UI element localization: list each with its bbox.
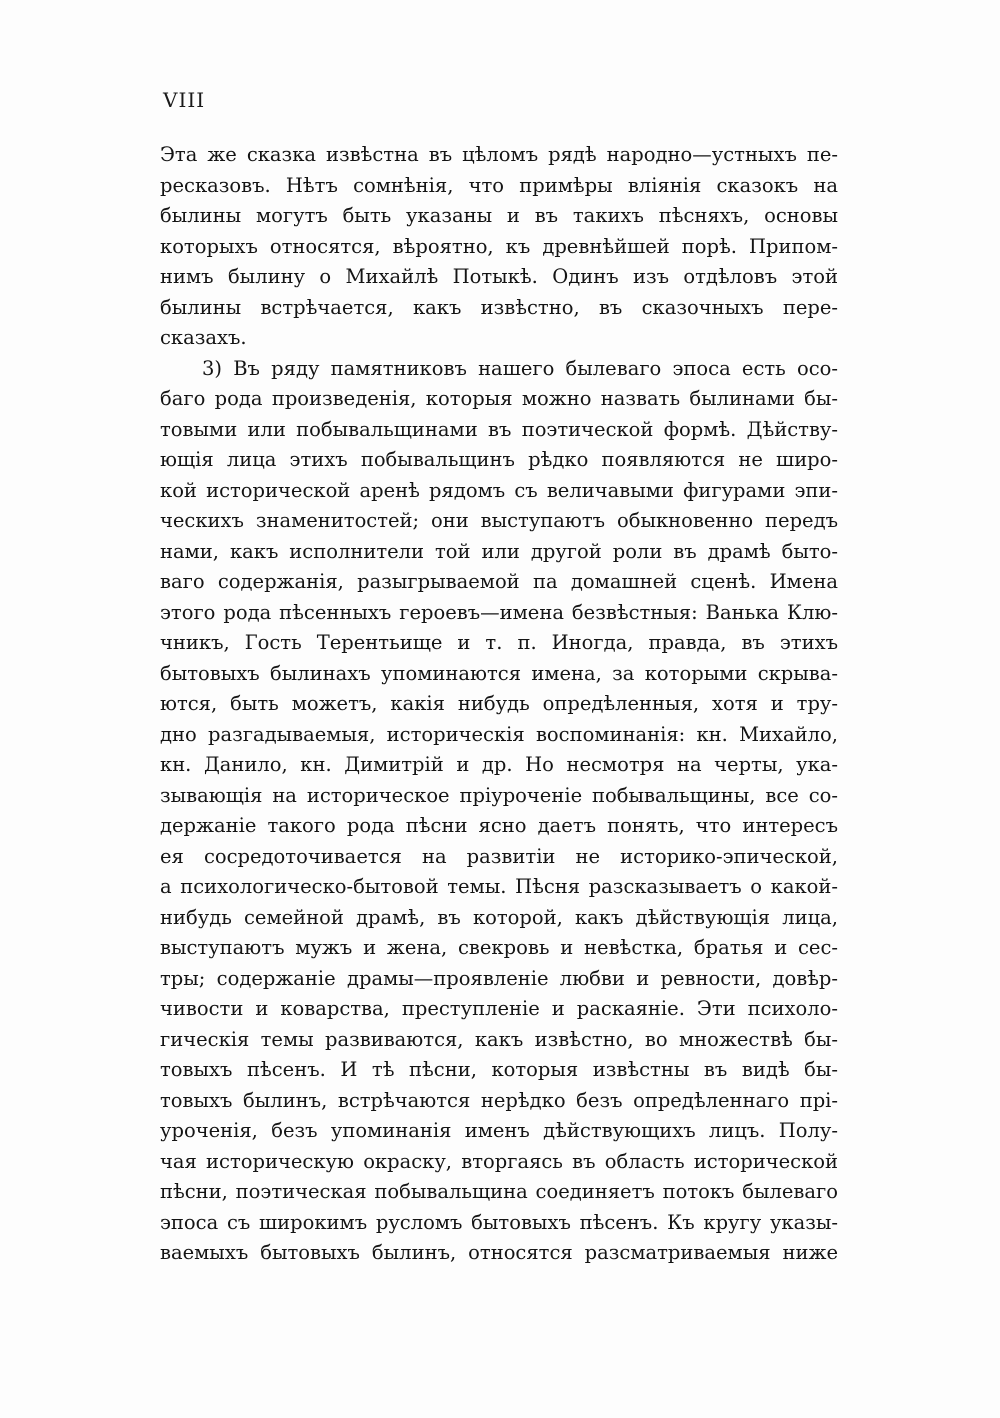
text-line: нибудь семейной драмѣ, въ которой, какъ дѣйствующія лица, (160, 905, 838, 929)
text-line: баго рода произведенія, которыя можно назвать былинами бы- (160, 387, 838, 410)
text-line: нами, какъ исполнители той или другой роли въ драмѣ быто- (160, 539, 838, 563)
text-line: тры; содержаніе драмы—проявленіе любви и ревности, довѣр- (160, 966, 838, 990)
text-line: ющія лица этихъ побывальщинъ рѣдко появляются не широ- (160, 448, 838, 471)
text-line: этого рода пѣсенныхъ героевъ—имена безвѣстныя: Ванька Клю- (160, 600, 838, 624)
text-line: товыми или побывальщинами въ поэтической формѣ. Дѣйству- (160, 417, 838, 441)
page-number: VIII (163, 88, 206, 112)
text-line: пѣсни, поэтическая побывальщина соединяетъ потокъ былеваго (160, 1180, 838, 1203)
text-line: уроченія, безъ упоминанія именъ дѣйствующихъ лицъ. Полу- (160, 1119, 838, 1142)
text-line: бытовыхъ былинахъ упоминаются имена, за которыми скрыва- (160, 661, 838, 685)
text-line: чая историческую окраску, вторгаясь въ область исторической (160, 1149, 838, 1173)
text-line: былины встрѣчается, какъ извѣстно, въ сказочныхъ пере- (160, 295, 838, 319)
text-line: выступаютъ мужъ и жена, свекровь и невѣстка, братья и сес- (160, 936, 838, 959)
text-line: гическія темы развиваются, какъ извѣстно, во множествѣ бы- (160, 1027, 838, 1051)
text-line: которыхъ относятся, вѣроятно, къ древнѣйшей порѣ. Припом- (160, 234, 838, 258)
text-line: кн. Данило, кн. Димитрій и др. Но несмотря на черты, ука- (160, 753, 838, 776)
text-line: дно разгадываемыя, историческія воспоминанія: кн. Михайло, (160, 722, 838, 746)
text-line: ваемыхъ бытовыхъ былинъ, относятся разсматриваемыя ниже (160, 1241, 838, 1264)
text-line: ваго содержанія, разыгрываемой па домашней сценѣ. Имена (160, 570, 838, 593)
text-line: чникъ, Гость Терентьище и т. п. Иногда, правда, въ этихъ (160, 631, 838, 654)
text-line: сказахъ. (160, 326, 247, 349)
text-line: ресказовъ. Нѣтъ сомнѣнія, что примѣры вліянія сказокъ на (160, 173, 838, 197)
text-line: нимъ былину о Михайлѣ Потыкѣ. Одинъ изъ отдѣловъ этой (160, 265, 838, 288)
text-line: ея сосредоточивается на развитіи не историко-эпической, (160, 844, 838, 868)
text-line: а психологическо-бытовой темы. Пѣсня разсказываетъ о какой- (160, 875, 838, 898)
text-line: зывающія на историческое пріуроченіе побывальщины, все со- (160, 783, 838, 807)
paragraph-start-line: 3) Въ ряду памятниковъ нашего былеваго эпоса есть осо- (202, 356, 838, 380)
text-line: ются, быть можетъ, какія нибудь опредѣленныя, хотя и тру- (160, 692, 838, 715)
text-line: держаніе такого рода пѣсни ясно даетъ понять, что интересъ (160, 814, 838, 837)
text-line: былины могутъ быть указаны и въ такихъ пѣсняхъ, основы (160, 204, 838, 227)
text-line: товыхъ пѣсенъ. И тѣ пѣсни, которыя извѣстны въ видѣ бы- (160, 1058, 838, 1081)
text-line: Эта же сказка извѣстна въ цѣломъ рядѣ народно—устныхъ пе- (160, 143, 838, 166)
text-line: ческихъ знаменитостей; они выступаютъ обыкновенно передъ (160, 509, 838, 532)
body-text (160, 140, 838, 1269)
text-line: кой исторической аренѣ рядомъ съ величавыми фигурами эпи- (160, 478, 838, 502)
text-line: чивости и коварства, преступленіе и раскаяніе. Эти психоло- (160, 997, 838, 1020)
text-line: товыхъ былинъ, встрѣчаются нерѣдко безъ опредѣленнаго прі- (160, 1088, 838, 1112)
text-line: эпоса съ широкимъ русломъ бытовыхъ пѣсенъ. Къ кругу указы- (160, 1210, 838, 1234)
